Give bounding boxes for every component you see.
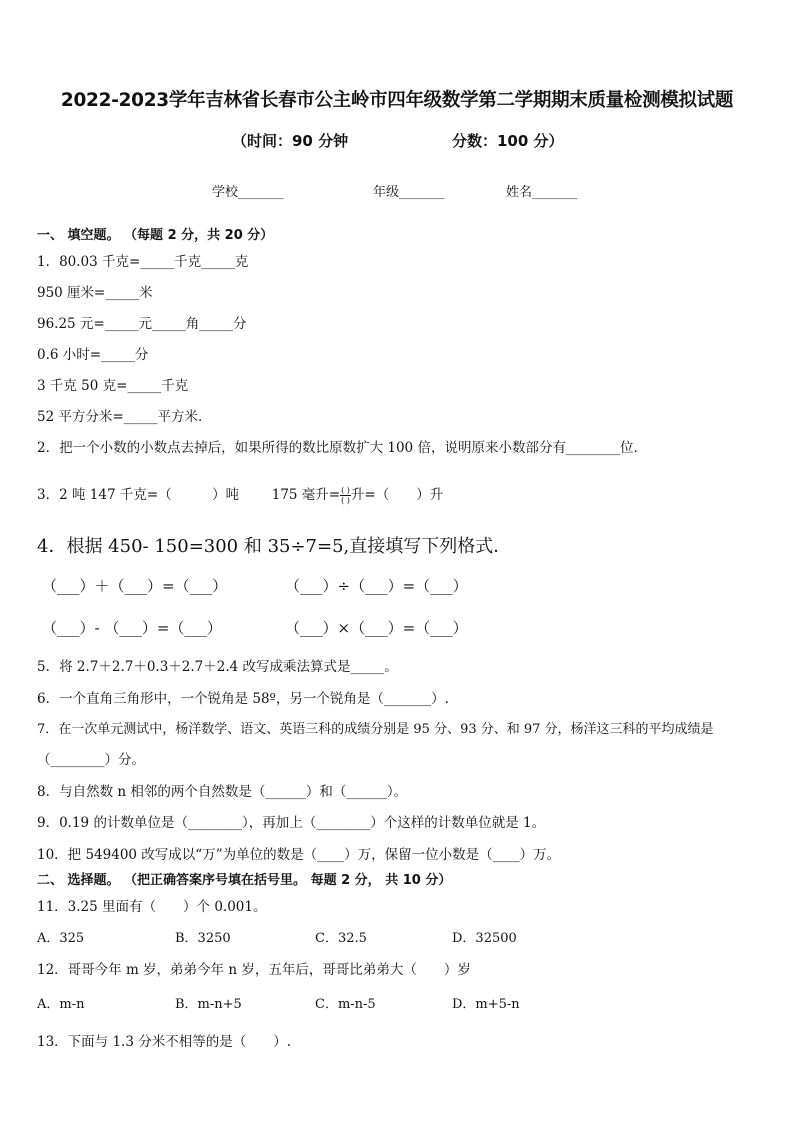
question-7-line-1: 7．在一次单元测试中，杨洋数学、语文、英语三科的成绩分别是 95 分、93 分、和 97 分，杨洋这三科的平均成绩是 — [37, 722, 714, 737]
question-3-part-a: 3．2 吨 147 千克=（ ）吨 — [37, 487, 240, 503]
question-8: 8．与自然数 n 相邻的两个自然数是（______）和（______）。 — [37, 784, 408, 800]
question-10: 10．把 549400 改写成以“万”为单位的数是（____）万，保留一位小数是（____）万。 — [37, 847, 561, 863]
question-4-row-2-right: （___）×（___）=（___） — [285, 619, 468, 637]
question-11: 11．3.25 里面有（ ）个 0.001。 — [37, 899, 267, 915]
school-field[interactable]: 学校_______ — [212, 185, 284, 200]
question-2: 2．把一个小数的小数点去掉后，如果所得的数比原数扩大 100 倍，说明原来小数部分有________位． — [37, 440, 647, 456]
question-1-line-6: 52 平方分米=_____平方米． — [37, 409, 212, 425]
fraction-numerator: ( ) — [341, 486, 350, 495]
question-1-line-2: 950 厘米=_____米 — [37, 285, 153, 301]
page-title: 2022-2023学年吉林省长春市公主岭市四年级数学第二学期期末质量检测模拟试题 — [60, 90, 734, 111]
name-field[interactable]: 姓名_______ — [506, 185, 578, 200]
question-1-line-4: 0.6 小时=_____分 — [37, 347, 149, 363]
exam-score: 分数：100 分） — [452, 132, 564, 150]
question-3-part-c: 升=（ ）升 — [350, 487, 444, 503]
section1-heading: 一、 填空题。 （每题 2 分，共 20 分） — [37, 228, 274, 243]
question-11-option-b[interactable]: B．3250 — [175, 931, 231, 946]
question-12: 12．哥哥今年 m 岁，弟弟今年 n 岁，五年后，哥哥比弟弟大（ ）岁 — [37, 962, 471, 978]
question-12-option-d[interactable]: D．m+5-n — [452, 997, 520, 1012]
exam-time: （时间：90 分钟 — [232, 132, 349, 150]
question-3-part-b: 175 毫升= — [271, 487, 341, 503]
question-11-option-d[interactable]: D．32500 — [452, 931, 517, 946]
question-12-option-a[interactable]: A．m-n — [37, 997, 85, 1012]
question-4-row-1-left: （___）＋（___）=（___） — [42, 577, 228, 595]
question-1-line-5: 3 千克 50 克=_____千克 — [37, 378, 189, 394]
question-1-line-1: 1．80.03 千克=_____千克_____克 — [37, 254, 249, 270]
question-12-option-c[interactable]: C．m-n-5 — [315, 997, 376, 1012]
question-4-row-1-right: （___）÷（___）=（___） — [285, 577, 468, 595]
question-13: 13．下面与 1.3 分米不相等的是（ ）. — [37, 1034, 292, 1050]
question-4: 4．根据 450- 150=300 和 35÷7=5,直接填写下列格式． — [37, 536, 512, 557]
question-12-option-b[interactable]: B．m-n+5 — [175, 997, 242, 1012]
question-11-option-a[interactable]: A．325 — [37, 931, 85, 946]
question-1-line-3: 96.25 元=_____元_____角_____分 — [37, 316, 247, 332]
grade-field[interactable]: 年级_______ — [373, 185, 445, 200]
fraction-denominator: ( ) — [341, 496, 350, 505]
question-3 — [37, 483, 443, 505]
question-11-option-c[interactable]: C．32.5 — [315, 931, 367, 946]
question-9: 9．0.19 的计数单位是（________），再加上（________）个这样的计数单位就是 1。 — [37, 815, 546, 831]
question-7-line-2: （________）分。 — [37, 752, 145, 768]
question-6: 6．一个直角三角形中，一个锐角是 58º，另一个锐角是（_______）. — [37, 691, 449, 707]
question-3-fraction — [340, 486, 351, 505]
question-4-row-2-left: （___）- （___）=（___） — [42, 619, 222, 637]
section2-heading: 二、 选择题。 （把正确答案序号填在括号里。 每题 2 分， 共 10 分） — [37, 873, 452, 888]
question-5: 5．将 2.7＋2.7＋0.3＋2.7＋2.4 改写成乘法算式是_____。 — [37, 659, 398, 675]
